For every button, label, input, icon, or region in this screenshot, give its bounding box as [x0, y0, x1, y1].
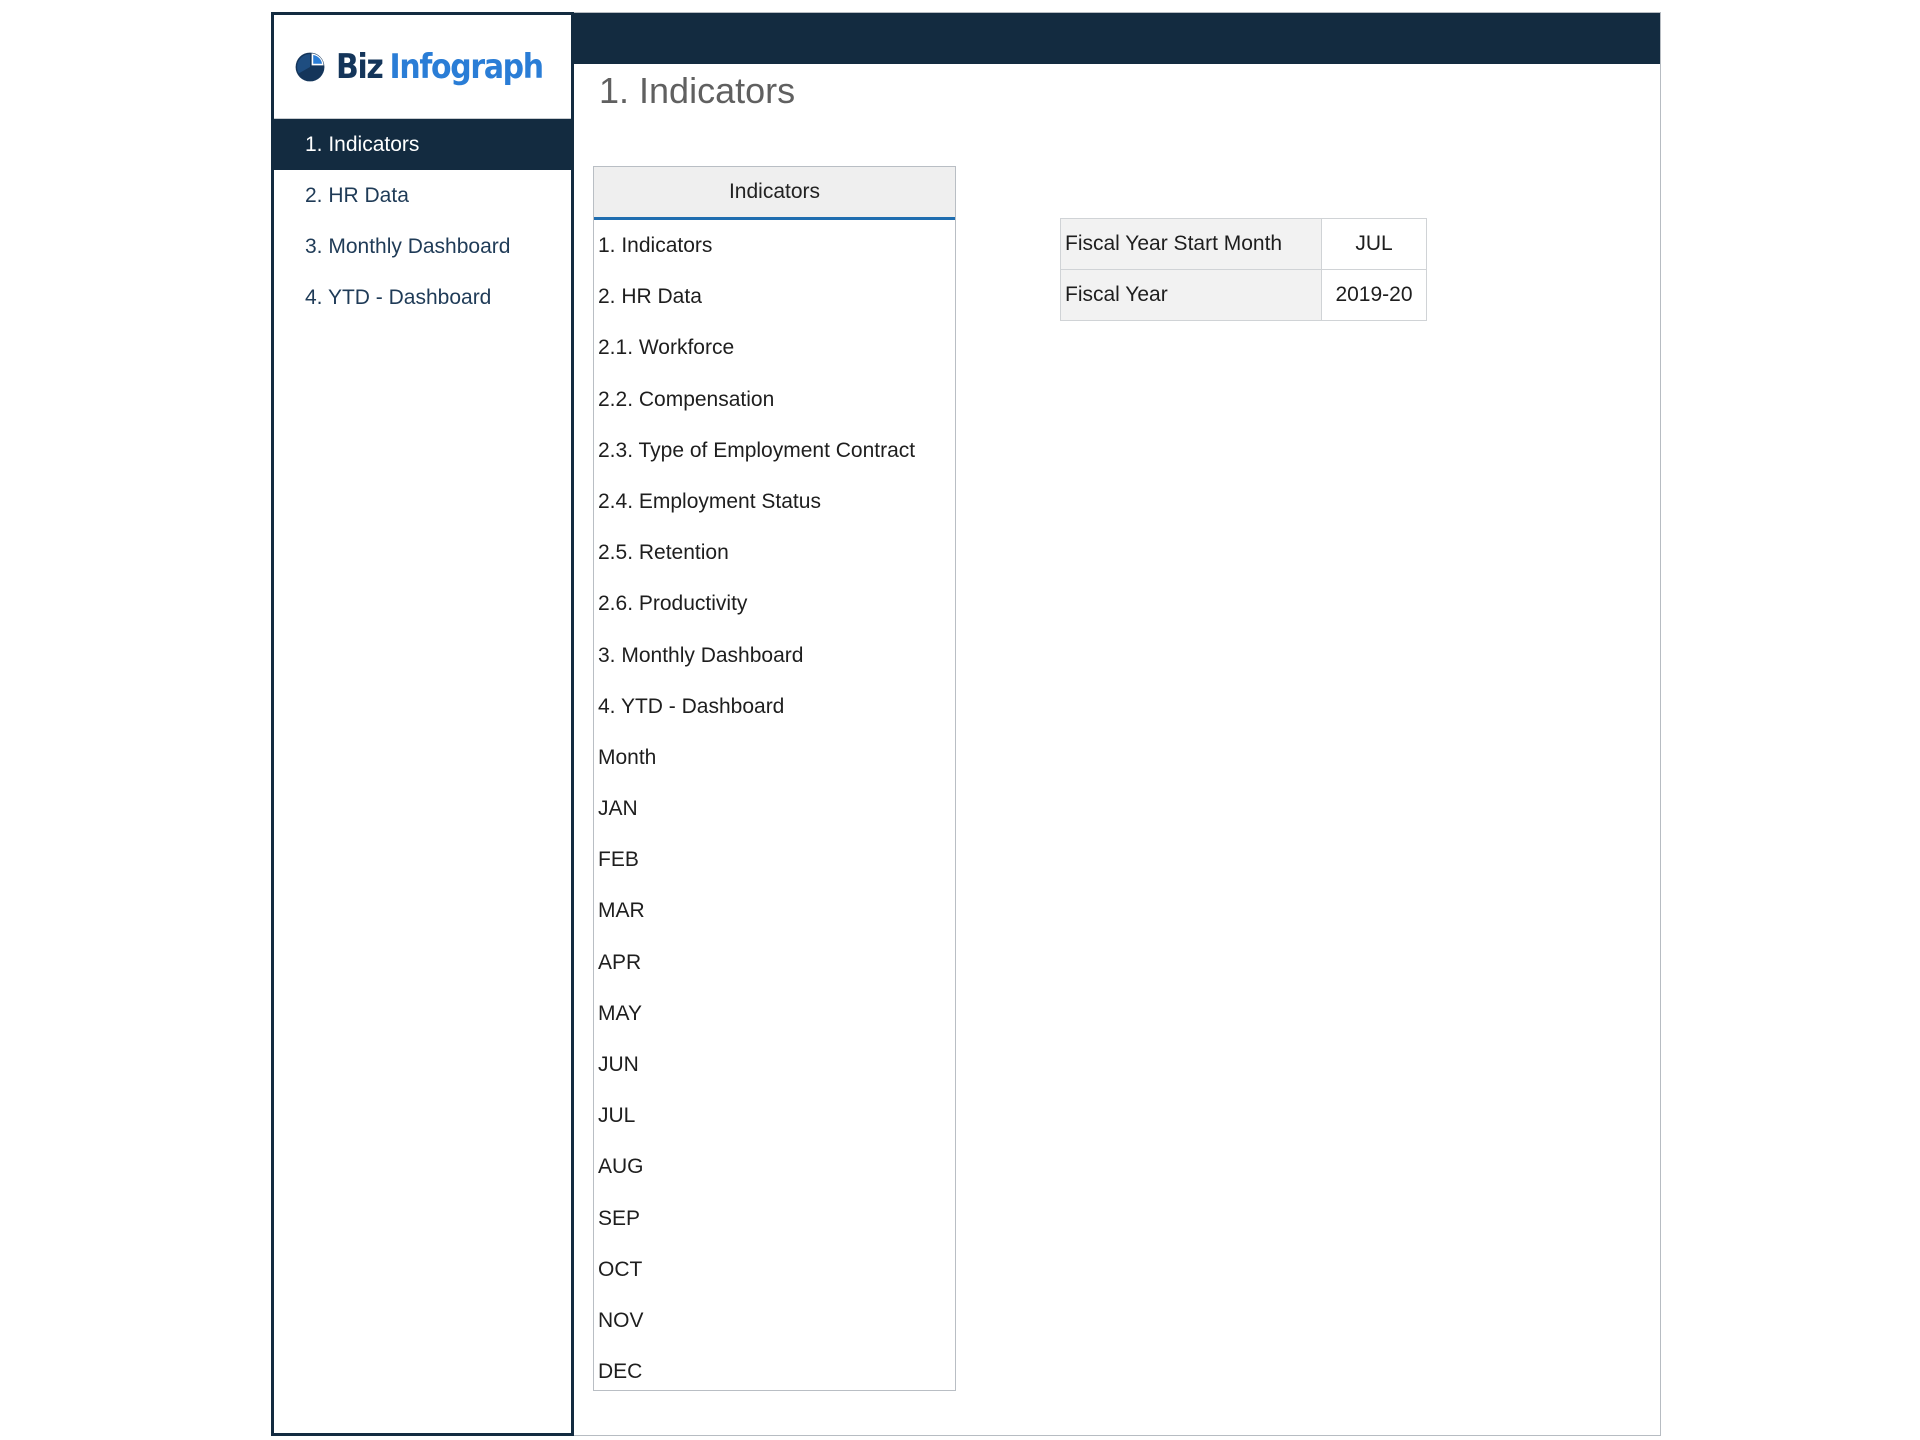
indicators-table: [593, 166, 956, 1391]
fiscal-start-month-label: Fiscal Year Start Month: [1061, 219, 1322, 270]
indicator-item: FEB: [598, 848, 639, 872]
table-row: [1061, 270, 1427, 321]
indicators-list: [594, 220, 955, 1397]
brand-logo: [274, 15, 571, 119]
sidebar-item-monthly-dashboard[interactable]: 3. Monthly Dashboard: [305, 235, 511, 258]
fiscal-year-label: Fiscal Year: [1061, 270, 1322, 321]
page-title: 1. Indicators: [599, 70, 796, 111]
sidebar-nav: [274, 119, 571, 323]
indicator-item: 2. HR Data: [598, 285, 702, 309]
sidebar-item-hr-data[interactable]: 2. HR Data: [305, 184, 409, 207]
indicator-item: NOV: [598, 1308, 644, 1332]
indicator-item: 3. Monthly Dashboard: [598, 643, 804, 667]
indicator-item: DEC: [598, 1360, 643, 1384]
pie-chart-logo-icon: [294, 48, 326, 86]
indicator-item: MAY: [598, 1001, 642, 1025]
indicator-item: 2.4. Employment Status: [598, 489, 821, 513]
sidebar: [271, 12, 574, 1436]
table-row: [1061, 219, 1427, 270]
indicator-item: 2.2. Compensation: [598, 387, 775, 411]
indicator-item: JUL: [598, 1104, 636, 1128]
indicator-item: JUN: [598, 1053, 639, 1076]
indicator-item: AUG: [598, 1155, 644, 1179]
indicator-item: 2.6. Productivity: [598, 592, 748, 616]
indicator-item: 4. YTD - Dashboard: [598, 694, 785, 718]
indicator-item: APR: [598, 950, 642, 974]
indicator-item: 2.3. Type of Employment Contract: [598, 438, 916, 462]
brand-name-part2: Infograph: [389, 46, 543, 87]
sidebar-item-indicators[interactable]: 1. Indicators: [274, 119, 571, 170]
fiscal-year-table: [1060, 218, 1427, 321]
fiscal-start-month-value[interactable]: JUL: [1322, 219, 1427, 270]
indicator-item: SEP: [598, 1206, 641, 1230]
indicators-table-header: Indicators: [594, 167, 955, 220]
indicator-item: 2.1. Workforce: [598, 336, 735, 360]
indicator-item: Month: [598, 745, 657, 769]
indicator-item: JAN: [598, 797, 638, 821]
top-banner: [574, 13, 1660, 64]
indicator-item: 1. Indicators: [598, 234, 713, 257]
sidebar-item-ytd-dashboard[interactable]: 4. YTD - Dashboard: [305, 286, 492, 309]
indicator-item: 2.5. Retention: [598, 541, 729, 565]
indicator-item: OCT: [598, 1257, 643, 1281]
brand-name: [336, 47, 543, 87]
fiscal-year-value: 2019-20: [1322, 270, 1427, 321]
brand-name-part1: Biz: [336, 46, 383, 87]
indicator-item: MAR: [598, 899, 645, 923]
